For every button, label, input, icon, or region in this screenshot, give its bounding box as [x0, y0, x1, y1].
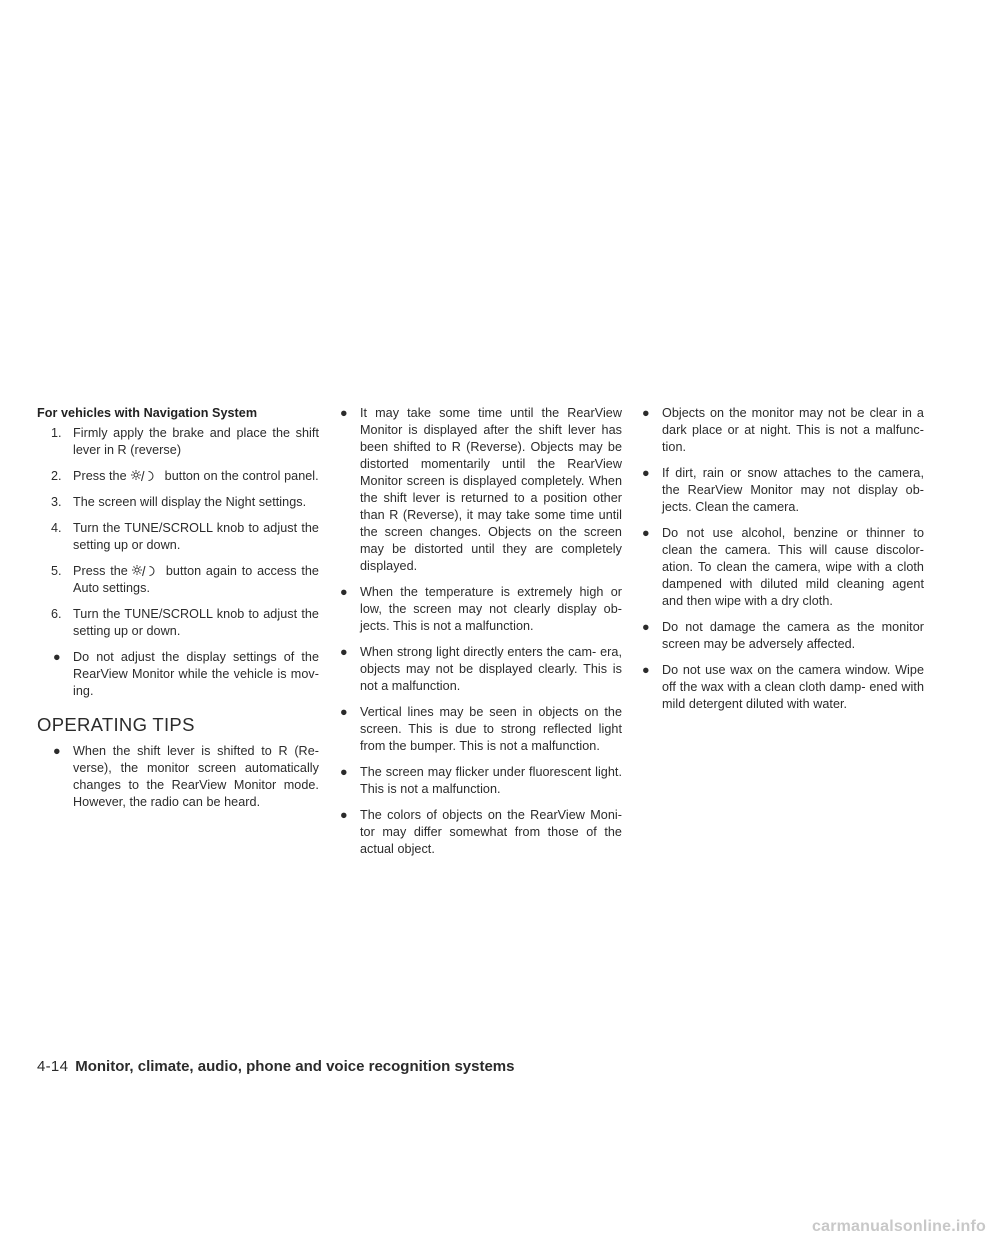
bullet-icon: ●	[642, 663, 650, 677]
tip-text: When strong light directly enters the cam- era, objects may not be displayed clearly. This is not a malfunction.	[360, 645, 622, 693]
step-4	[37, 520, 319, 554]
tip-item	[642, 662, 924, 713]
step-number: 6.	[51, 607, 62, 621]
chapter-title: Monitor, climate, audio, phone and voice recognition systems	[75, 1058, 515, 1075]
tip-item	[642, 619, 924, 653]
step-number: 3.	[51, 495, 62, 509]
day-night-icon	[132, 564, 158, 578]
tip-item	[340, 644, 622, 695]
tip-text: Do not damage the camera as the monitor screen may be adversely affected.	[662, 620, 924, 651]
step-text-post: button again to access the Auto settings.	[73, 564, 319, 595]
step-5	[37, 563, 319, 597]
watermark-link[interactable]: carmanualsonline.info	[812, 1218, 986, 1235]
tip-item	[340, 704, 622, 755]
bullet-icon: ●	[340, 765, 348, 779]
bullet-icon: ●	[642, 406, 650, 420]
tip-item	[340, 807, 622, 858]
bullet-icon: ●	[340, 406, 348, 420]
page-footer	[37, 1058, 514, 1076]
tip-item	[340, 584, 622, 635]
tip-item	[642, 465, 924, 516]
step-text: Turn the TUNE/SCROLL knob to adjust the setting up or down.	[73, 521, 319, 552]
column-2	[340, 405, 622, 867]
subheading-navigation: For vehicles with Navigation System	[37, 406, 258, 420]
note-text: Do not adjust the display settings of the RearView Monitor while the vehicle is mov- ing.	[73, 650, 319, 698]
step-number: 1.	[51, 426, 62, 440]
tip-item	[642, 525, 924, 610]
step-text-pre: Press the	[73, 469, 127, 483]
bullet-icon: ●	[340, 585, 348, 599]
tip-item	[642, 405, 924, 456]
day-night-icon	[131, 469, 157, 483]
bullet-icon: ●	[53, 744, 61, 758]
step-number: 2.	[51, 469, 62, 483]
step-text: The screen will display the Night settings.	[73, 495, 307, 509]
tip-text: Do not use wax on the camera window. Wipe off the wax with a clean cloth damp- ened with mild detergent diluted with water.	[662, 663, 924, 711]
bullet-icon: ●	[642, 466, 650, 480]
column-1	[37, 405, 319, 820]
tip-text: When the shift lever is shifted to R (Re- verse), the monitor screen automatically changes to the RearView Monitor mode. However, the radio can be heard.	[73, 744, 319, 809]
step-number: 4.	[51, 521, 62, 535]
note-item	[37, 649, 319, 700]
bullet-icon: ●	[340, 705, 348, 719]
step-2	[37, 468, 319, 485]
step-text-post: button on the control panel.	[164, 469, 319, 483]
step-1	[37, 425, 319, 459]
tip-text: If dirt, rain or snow attaches to the camera, the RearView Monitor may not display ob- jects. Clean the camera.	[662, 466, 924, 514]
step-text: Firmly apply the brake and place the shift lever in R (reverse)	[73, 426, 319, 457]
step-text-pre: Press the	[73, 564, 128, 578]
tip-item	[53, 743, 319, 811]
step-6	[37, 606, 319, 640]
column-3	[642, 405, 924, 722]
bullet-icon: ●	[642, 620, 650, 634]
step-3	[37, 494, 319, 511]
tip-text: Objects on the monitor may not be clear in a dark place or at night. This is not a malfunc- tion.	[662, 406, 924, 454]
tip-text: The screen may flicker under fluorescent light. This is not a malfunction.	[360, 765, 622, 796]
step-text: Turn the TUNE/SCROLL knob to adjust the setting up or down.	[73, 607, 319, 638]
tip-text: When the temperature is extremely high or low, the screen may not clearly display ob- jects. This is not a malfunction.	[360, 585, 622, 633]
tip-text: Do not use alcohol, benzine or thinner to clean the camera. This will cause discolor- ation. To clean the camera, wipe with a cloth dampened with diluted mild cleaning agent and then wipe with a dry cloth.	[662, 526, 924, 608]
step-number: 5.	[51, 564, 62, 578]
tip-text: The colors of objects on the RearView Moni- tor may differ somewhat from those of the actual object.	[360, 808, 622, 856]
page-number: 4-14	[37, 1058, 69, 1075]
tip-item	[340, 764, 622, 798]
tip-text: Vertical lines may be seen in objects on the screen. This is due to strong reflected light from the bumper. This is not a malfunction.	[360, 705, 622, 753]
bullet-icon: ●	[340, 808, 348, 822]
bullet-icon: ●	[340, 645, 348, 659]
bullet-icon: ●	[53, 650, 61, 664]
tip-item	[340, 405, 622, 575]
tip-text: It may take some time until the RearView Monitor is displayed after the shift lever has been shifted to R (Reverse). Objects may be distorted momentarily until the RearView Monitor screen is displayed completely. When the shift lever is returned to a position other than R (Reverse), it may take some time until the screen changes. Objects on the screen may be distorted until they are completely displayed.	[360, 406, 622, 573]
bullet-icon: ●	[642, 526, 650, 540]
section-title: OPERATING TIPS	[37, 714, 195, 735]
